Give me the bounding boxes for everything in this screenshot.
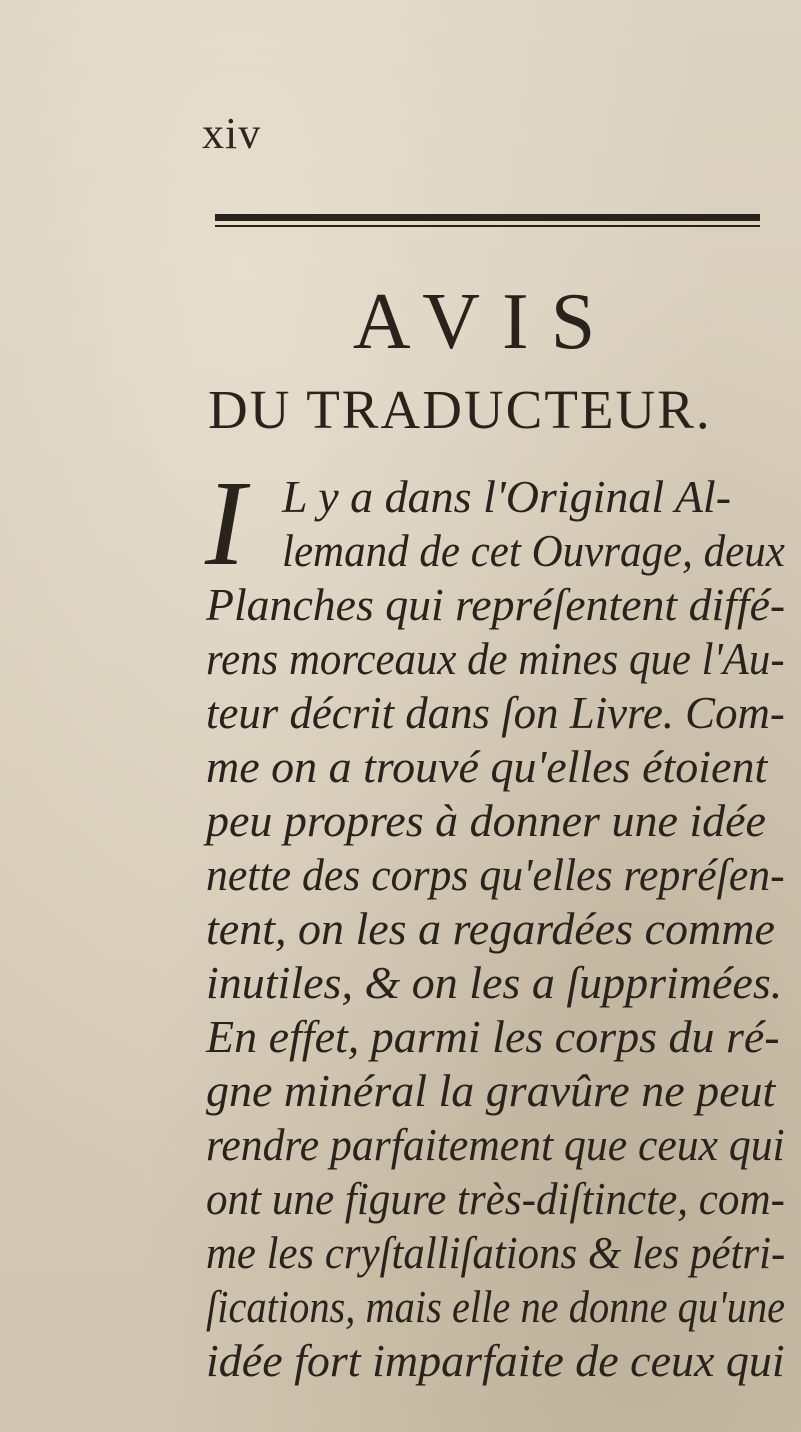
text-line: L y a dans l'Original Al- xyxy=(282,471,732,522)
text-line: lemand de cet Ouvrage, deux xyxy=(282,525,785,576)
rule-thick xyxy=(215,214,760,221)
text-line: rendre parfaitement que ceux qui xyxy=(206,1119,785,1170)
text-line: nette des corps qu'elles repréſen- xyxy=(206,849,785,900)
text-line: ſications, mais elle ne donne qu'une xyxy=(206,1281,786,1332)
heading-title: AVIS xyxy=(352,278,618,366)
rule-thin xyxy=(215,225,760,227)
text-line: teur décrit dans ſon Livre. Com- xyxy=(206,687,785,738)
text-line: Planches qui repréſentent diffé- xyxy=(206,579,786,630)
text-line: gne minéral la gravûre ne peut xyxy=(206,1065,776,1116)
drop-cap: I xyxy=(205,456,246,591)
text-line: me on a trouvé qu'elles étoient xyxy=(206,741,768,792)
text-line: ont une figure très-diſtincte, com- xyxy=(206,1173,785,1224)
text-line: En effet, parmi les corps du ré- xyxy=(206,1011,780,1062)
heading-subtitle: DU TRADUCTEUR. xyxy=(208,379,712,440)
text-line: peu propres à donner une idée xyxy=(206,795,766,846)
text-line: me les cryſtalliſations & les pétri- xyxy=(206,1227,786,1278)
page-number: xiv xyxy=(202,109,262,158)
text-line: tent, on les a regardées comme xyxy=(206,903,775,954)
ornamental-rule xyxy=(215,214,760,228)
text-line: idée fort imparfaite de ceux qui xyxy=(206,1335,785,1386)
text-line: inutiles, & on les a ſupprimées. xyxy=(206,957,783,1008)
text-line: rens morceaux de mines que l'Au- xyxy=(206,633,785,684)
